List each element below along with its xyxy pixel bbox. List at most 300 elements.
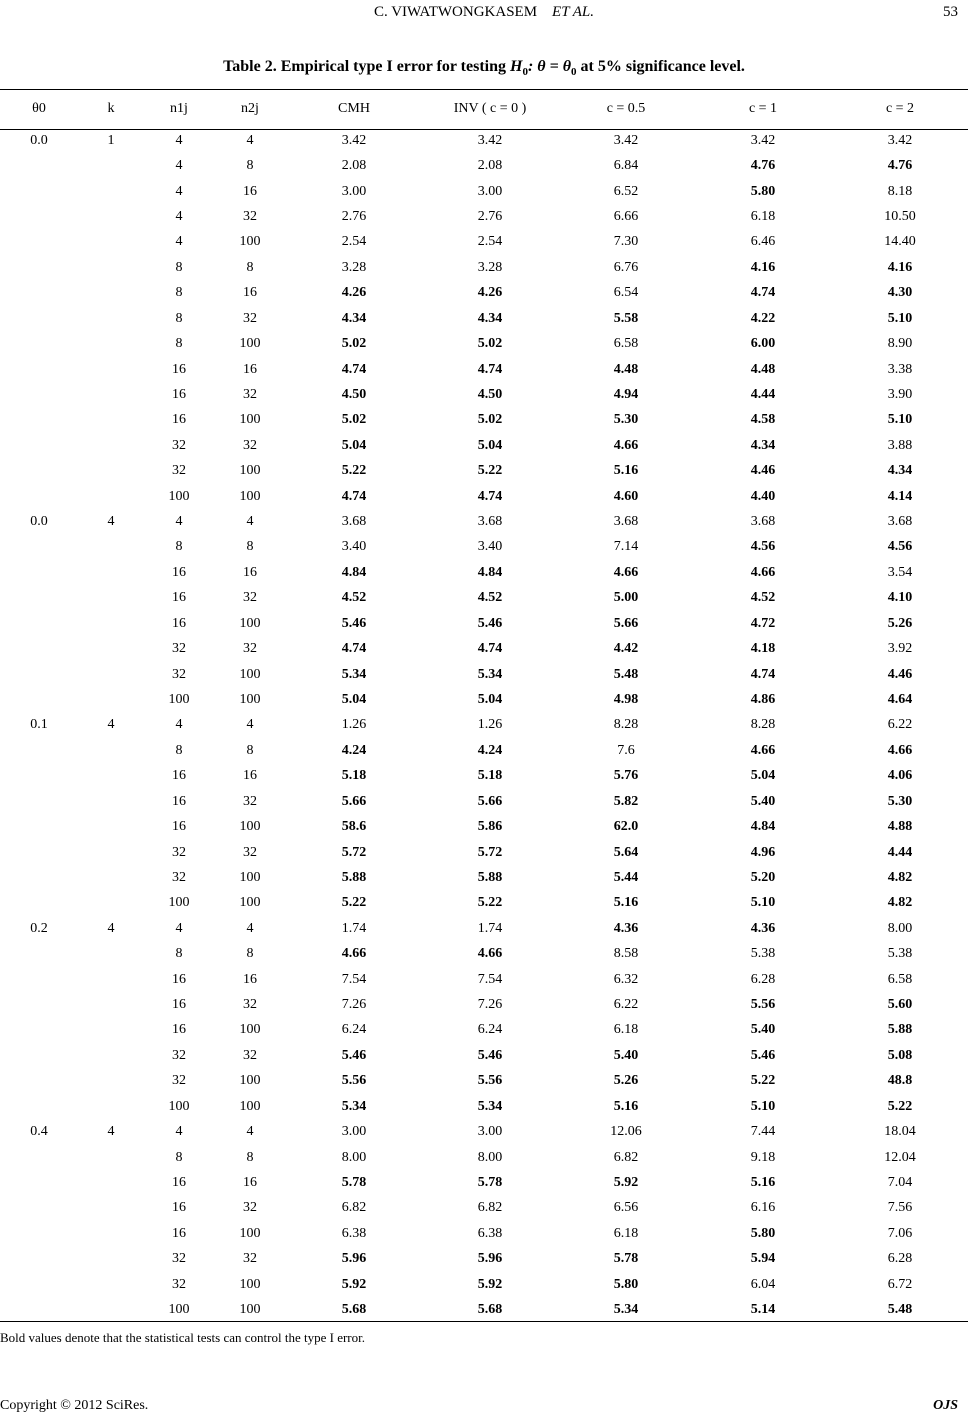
cell-k — [78, 484, 144, 509]
cell-c05: 6.76 — [613, 259, 639, 275]
cell-c05: 4.48 — [613, 361, 639, 377]
cell-k — [78, 611, 144, 636]
cell-inv: 4.66 — [477, 946, 503, 962]
copyright-notice: Copyright © 2012 SciRes. — [0, 1398, 149, 1413]
cell-k — [78, 814, 144, 839]
cell-c05: 6.52 — [613, 183, 639, 199]
cell-c1: 4.36 — [750, 920, 776, 936]
cell-c1: 4.74 — [750, 666, 776, 682]
cell-inv: 5.02 — [477, 336, 503, 352]
cell-theta0 — [0, 865, 78, 890]
cell-theta0 — [0, 1094, 78, 1119]
cell-theta0 — [0, 281, 78, 306]
cell-c05: 5.92 — [613, 1175, 639, 1190]
cell-n2j: 8 — [246, 158, 254, 174]
cell-n2j: 8 — [246, 539, 254, 555]
type-i-error-table — [0, 90, 968, 1323]
cell-cmh: 4.24 — [341, 742, 367, 758]
cell-c1: 4.48 — [750, 361, 776, 377]
cell-c1: 4.86 — [750, 691, 776, 707]
cell-n2j: 100 — [239, 895, 261, 911]
cell-n1j: 4 — [175, 234, 183, 250]
cell-theta0 — [0, 1145, 78, 1170]
cell-n1j: 32 — [172, 1047, 186, 1063]
cell-cmh: 7.26 — [341, 997, 367, 1013]
cell-c05: 12.06 — [610, 1124, 642, 1140]
cell-c1: 5.38 — [750, 946, 776, 962]
table-caption — [0, 58, 968, 78]
table-row — [0, 230, 968, 255]
cell-c2: 3.88 — [887, 437, 913, 453]
cell-n2j: 100 — [239, 1098, 261, 1114]
cell-c1: 5.80 — [750, 183, 776, 199]
cell-cmh: 3.68 — [341, 514, 367, 530]
cell-c2: 3.68 — [887, 514, 913, 530]
cell-inv: 4.84 — [477, 564, 503, 580]
cell-c2: 8.00 — [887, 920, 913, 936]
cell-c05: 6.54 — [613, 285, 639, 301]
cell-cmh: 4.66 — [341, 946, 367, 962]
table-row — [0, 560, 968, 585]
cell-inv: 5.92 — [477, 1276, 503, 1292]
cell-c1: 4.22 — [750, 310, 776, 326]
col-header-inv: INV ( c = 0 ) — [453, 101, 527, 116]
cell-c2: 4.06 — [887, 768, 913, 784]
cell-inv: 5.22 — [477, 895, 503, 911]
cell-c2: 12.04 — [884, 1149, 916, 1165]
cell-cmh: 2.76 — [341, 208, 367, 224]
cell-n2j: 100 — [239, 336, 261, 352]
cell-n1j: 32 — [172, 1276, 186, 1292]
cell-c05: 5.34 — [613, 1302, 639, 1318]
caption-hypothesis-sub: 0 — [522, 66, 528, 79]
cell-c2: 5.10 — [887, 310, 913, 326]
cell-c05: 4.98 — [613, 691, 639, 707]
cell-theta0 — [0, 662, 78, 687]
cell-c1: 9.18 — [750, 1149, 776, 1165]
table-row — [0, 586, 968, 611]
cell-c2: 8.18 — [887, 183, 913, 199]
cell-theta0 — [0, 789, 78, 814]
cell-k — [78, 560, 144, 585]
cell-n2j: 100 — [239, 1225, 261, 1241]
cell-inv: 4.24 — [477, 742, 503, 758]
table-row — [0, 204, 968, 229]
running-head-author — [0, 4, 968, 21]
cell-inv: 1.74 — [477, 920, 503, 936]
cell-c1: 5.10 — [750, 1098, 776, 1114]
table-row — [0, 1196, 968, 1221]
cell-theta0 — [0, 1272, 78, 1297]
cell-k — [78, 357, 144, 382]
cell-k — [78, 789, 144, 814]
cell-theta0 — [0, 764, 78, 789]
cell-c05: 4.42 — [613, 641, 639, 657]
cell-n1j: 4 — [175, 920, 183, 936]
cell-inv: 5.88 — [477, 869, 503, 885]
cell-cmh: 1.26 — [341, 717, 367, 733]
cell-cmh: 3.28 — [341, 259, 367, 275]
cell-n2j: 100 — [239, 234, 261, 250]
table-row — [0, 255, 968, 280]
cell-n1j: 16 — [172, 1175, 186, 1190]
cell-n1j: 32 — [172, 1251, 186, 1267]
cell-c1: 4.52 — [750, 590, 776, 606]
cell-k: 4 — [107, 1124, 115, 1140]
cell-cmh: 4.74 — [341, 361, 367, 377]
cell-cmh: 5.02 — [341, 412, 367, 428]
cell-k — [78, 967, 144, 992]
cell-inv: 5.46 — [477, 1047, 503, 1063]
cell-k — [78, 865, 144, 890]
cell-c2: 6.28 — [887, 1251, 913, 1267]
cell-c2: 4.82 — [887, 869, 913, 885]
cell-cmh: 4.50 — [341, 386, 367, 402]
cell-c2: 48.8 — [887, 1073, 913, 1089]
cell-k — [78, 662, 144, 687]
cell-n2j: 16 — [243, 361, 257, 377]
cell-theta0 — [0, 458, 78, 483]
cell-k — [78, 1247, 144, 1272]
table-row — [0, 382, 968, 407]
cell-c1: 3.42 — [750, 132, 776, 148]
table-footnote: Bold values denote that the statistical tests can control the type I error. — [0, 1330, 365, 1345]
table-row — [0, 967, 968, 992]
cell-cmh: 1.74 — [341, 920, 367, 936]
cell-c1: 4.74 — [750, 285, 776, 301]
cell-k — [78, 153, 144, 178]
cell-c05: 6.22 — [613, 997, 639, 1013]
cell-k — [78, 840, 144, 865]
cell-c2: 5.30 — [887, 793, 913, 809]
table-row — [0, 153, 968, 178]
cell-n1j: 100 — [168, 488, 190, 504]
cell-n2j: 100 — [239, 1302, 261, 1318]
cell-theta0 — [0, 204, 78, 229]
cell-cmh: 5.22 — [341, 895, 367, 911]
cell-c2: 4.66 — [887, 742, 913, 758]
cell-c2: 3.54 — [887, 564, 913, 580]
cell-inv: 3.00 — [477, 183, 503, 199]
cell-theta0 — [0, 814, 78, 839]
cell-n1j: 16 — [172, 386, 186, 402]
cell-c1: 5.94 — [750, 1251, 776, 1267]
cell-inv: 1.26 — [477, 717, 503, 733]
cell-inv: 5.22 — [477, 463, 503, 479]
cell-inv: 4.34 — [477, 310, 503, 326]
cell-c05: 62.0 — [613, 819, 639, 835]
cell-c2: 4.14 — [887, 488, 913, 504]
cell-c1: 4.96 — [750, 844, 776, 860]
cell-n1j: 16 — [172, 361, 186, 377]
cell-n1j: 16 — [172, 564, 186, 580]
caption-condition: : θ = θ — [527, 58, 572, 75]
caption-prefix: Table 2. Empirical type I error for testing — [223, 58, 510, 75]
cell-theta0 — [0, 179, 78, 204]
cell-n1j: 4 — [175, 158, 183, 174]
cell-n1j: 100 — [168, 895, 190, 911]
cell-cmh: 4.34 — [341, 310, 367, 326]
table-row — [0, 611, 968, 636]
table-row — [0, 1069, 968, 1094]
cell-n1j: 32 — [172, 666, 186, 682]
cell-c05: 5.78 — [613, 1251, 639, 1267]
cell-k: 1 — [107, 132, 115, 148]
cell-c05: 5.66 — [613, 615, 639, 631]
cell-n2j: 4 — [246, 514, 254, 530]
cell-n1j: 8 — [175, 946, 183, 962]
cell-c2: 5.48 — [887, 1302, 913, 1318]
cell-n1j: 32 — [172, 463, 186, 479]
cell-c1: 5.56 — [750, 997, 776, 1013]
cell-c05: 5.44 — [613, 869, 639, 885]
cell-n1j: 4 — [175, 208, 183, 224]
cell-cmh: 5.34 — [341, 666, 367, 682]
cell-c1: 4.16 — [750, 259, 776, 275]
cell-theta0 — [0, 484, 78, 509]
cell-theta0 — [0, 687, 78, 712]
cell-theta0: 0.4 — [30, 1124, 48, 1140]
cell-c2: 14.40 — [884, 234, 916, 250]
cell-c05: 5.64 — [613, 844, 639, 860]
cell-n2j: 32 — [243, 208, 257, 224]
cell-c2: 3.90 — [887, 386, 913, 402]
table-header-row — [0, 90, 968, 128]
cell-c05: 5.76 — [613, 768, 639, 784]
cell-n1j: 8 — [175, 285, 183, 301]
cell-cmh: 4.52 — [341, 590, 367, 606]
cell-n1j: 16 — [172, 971, 186, 987]
cell-n2j: 100 — [239, 819, 261, 835]
cell-c1: 6.18 — [750, 208, 776, 224]
cell-theta0 — [0, 1297, 78, 1322]
cell-c2: 7.56 — [887, 1200, 913, 1216]
cell-k — [78, 1196, 144, 1221]
cell-c05: 6.58 — [613, 336, 639, 352]
cell-inv: 5.68 — [477, 1302, 503, 1318]
cell-n2j: 100 — [239, 1073, 261, 1089]
cell-inv: 3.40 — [477, 539, 503, 555]
cell-c05: 6.18 — [613, 1022, 639, 1038]
cell-c1: 6.46 — [750, 234, 776, 250]
cell-n2j: 16 — [243, 564, 257, 580]
cell-n2j: 4 — [246, 920, 254, 936]
table-row — [0, 1170, 968, 1195]
cell-inv: 4.26 — [477, 285, 503, 301]
cell-k: 4 — [107, 717, 115, 733]
cell-n1j: 8 — [175, 742, 183, 758]
table-bottom-rule — [0, 1321, 968, 1322]
cell-theta0 — [0, 560, 78, 585]
cell-inv: 5.34 — [477, 1098, 503, 1114]
cell-n2j: 32 — [243, 590, 257, 606]
cell-c05: 5.40 — [613, 1047, 639, 1063]
cell-n1j: 32 — [172, 844, 186, 860]
caption-condition-sub: 0 — [571, 66, 577, 79]
table-row — [0, 662, 968, 687]
cell-c05: 7.6 — [617, 742, 635, 758]
cell-n1j: 16 — [172, 819, 186, 835]
cell-k — [78, 1069, 144, 1094]
cell-theta0 — [0, 230, 78, 255]
cell-c1: 4.40 — [750, 488, 776, 504]
cell-k: 4 — [107, 514, 115, 530]
cell-inv: 6.82 — [477, 1200, 503, 1216]
table-row — [0, 331, 968, 356]
table-body — [0, 128, 968, 1323]
cell-k — [78, 891, 144, 916]
cell-inv: 5.34 — [477, 666, 503, 682]
cell-k — [78, 1221, 144, 1246]
cell-k — [78, 204, 144, 229]
cell-inv: 5.18 — [477, 768, 503, 784]
cell-k — [78, 408, 144, 433]
cell-k — [78, 1018, 144, 1043]
cell-n2j: 32 — [243, 310, 257, 326]
table-row — [0, 1119, 968, 1144]
cell-c2: 3.92 — [887, 641, 913, 657]
cell-n1j: 32 — [172, 437, 186, 453]
table-row — [0, 916, 968, 941]
cell-n2j: 100 — [239, 666, 261, 682]
cell-c2: 18.04 — [884, 1124, 916, 1140]
table-row — [0, 128, 968, 153]
cell-c2: 6.58 — [887, 971, 913, 987]
cell-cmh: 8.00 — [341, 1149, 367, 1165]
cell-c05: 4.60 — [613, 488, 639, 504]
cell-cmh: 5.88 — [341, 869, 367, 885]
cell-c05: 4.66 — [613, 437, 639, 453]
cell-k — [78, 458, 144, 483]
cell-n2j: 16 — [243, 1175, 257, 1190]
cell-inv: 2.54 — [477, 234, 503, 250]
cell-c1: 5.16 — [750, 1175, 776, 1190]
cell-c1: 5.22 — [750, 1073, 776, 1089]
table-row — [0, 1094, 968, 1119]
cell-n1j: 16 — [172, 793, 186, 809]
cell-c05: 6.18 — [613, 1225, 639, 1241]
cell-inv: 6.38 — [477, 1225, 503, 1241]
cell-n1j: 16 — [172, 768, 186, 784]
cell-theta0 — [0, 433, 78, 458]
cell-cmh: 5.96 — [341, 1251, 367, 1267]
cell-c05: 5.82 — [613, 793, 639, 809]
cell-inv: 5.04 — [477, 437, 503, 453]
cell-n2j: 16 — [243, 183, 257, 199]
cell-inv: 3.00 — [477, 1124, 503, 1140]
cell-theta0 — [0, 1221, 78, 1246]
cell-c1: 5.14 — [750, 1302, 776, 1318]
col-header-n2j: n2j — [241, 101, 259, 116]
table-row — [0, 840, 968, 865]
cell-c05: 5.58 — [613, 310, 639, 326]
cell-k — [78, 306, 144, 331]
cell-theta0 — [0, 1069, 78, 1094]
cell-c2: 3.42 — [887, 132, 913, 148]
cell-n1j: 4 — [175, 183, 183, 199]
cell-n2j: 8 — [246, 946, 254, 962]
cell-c2: 4.56 — [887, 539, 913, 555]
table-row — [0, 433, 968, 458]
cell-k — [78, 738, 144, 763]
cell-inv: 5.46 — [477, 615, 503, 631]
cell-theta0 — [0, 1170, 78, 1195]
col-header-c1: c = 1 — [748, 101, 778, 116]
cell-c2: 5.26 — [887, 615, 913, 631]
col-header-theta0: θ0 — [32, 101, 46, 116]
cell-theta0 — [0, 738, 78, 763]
cell-n1j: 4 — [175, 132, 183, 148]
cell-inv: 5.86 — [477, 819, 503, 835]
cell-theta0 — [0, 331, 78, 356]
cell-c05: 6.82 — [613, 1149, 639, 1165]
cell-c2: 4.88 — [887, 819, 913, 835]
cell-k — [78, 636, 144, 661]
author-suffix: ET AL. — [552, 4, 595, 20]
cell-cmh: 5.18 — [341, 768, 367, 784]
cell-theta0 — [0, 408, 78, 433]
cell-inv: 5.72 — [477, 844, 503, 860]
cell-c1: 6.16 — [750, 1200, 776, 1216]
cell-inv: 3.28 — [477, 259, 503, 275]
table-row — [0, 764, 968, 789]
cell-c05: 4.66 — [613, 564, 639, 580]
cell-c1: 4.66 — [750, 564, 776, 580]
cell-c05: 5.30 — [613, 412, 639, 428]
cell-inv: 5.04 — [477, 691, 503, 707]
cell-theta0 — [0, 586, 78, 611]
cell-k — [78, 230, 144, 255]
cell-n1j: 8 — [175, 1149, 183, 1165]
cell-theta0: 0.0 — [30, 132, 48, 148]
cell-c05: 8.58 — [613, 946, 639, 962]
cell-inv: 3.42 — [477, 132, 503, 148]
cell-c1: 5.40 — [750, 1022, 776, 1038]
cell-n2j: 16 — [243, 285, 257, 301]
cell-k — [78, 1297, 144, 1322]
cell-cmh: 5.78 — [341, 1175, 367, 1190]
cell-k — [78, 586, 144, 611]
cell-n1j: 4 — [175, 717, 183, 733]
cell-theta0 — [0, 153, 78, 178]
cell-theta0 — [0, 636, 78, 661]
col-header-n1j: n1j — [170, 101, 188, 116]
cell-c1: 4.66 — [750, 742, 776, 758]
cell-c2: 5.38 — [887, 946, 913, 962]
cell-inv: 4.50 — [477, 386, 503, 402]
cell-inv: 2.76 — [477, 208, 503, 224]
table-row — [0, 1043, 968, 1068]
col-header-k: k — [107, 101, 115, 116]
table-row — [0, 179, 968, 204]
cell-inv: 4.74 — [477, 361, 503, 377]
cell-c1: 5.10 — [750, 895, 776, 911]
cell-n1j: 100 — [168, 1302, 190, 1318]
cell-cmh: 7.54 — [341, 971, 367, 987]
cell-theta0 — [0, 535, 78, 560]
cell-n1j: 100 — [168, 691, 190, 707]
cell-cmh: 4.26 — [341, 285, 367, 301]
table-row — [0, 281, 968, 306]
cell-c2: 10.50 — [884, 208, 916, 224]
cell-n1j: 32 — [172, 1073, 186, 1089]
cell-c1: 5.46 — [750, 1047, 776, 1063]
table-row — [0, 865, 968, 890]
cell-n2j: 8 — [246, 1149, 254, 1165]
cell-c05: 6.66 — [613, 208, 639, 224]
cell-cmh: 6.24 — [341, 1022, 367, 1038]
table-row — [0, 408, 968, 433]
